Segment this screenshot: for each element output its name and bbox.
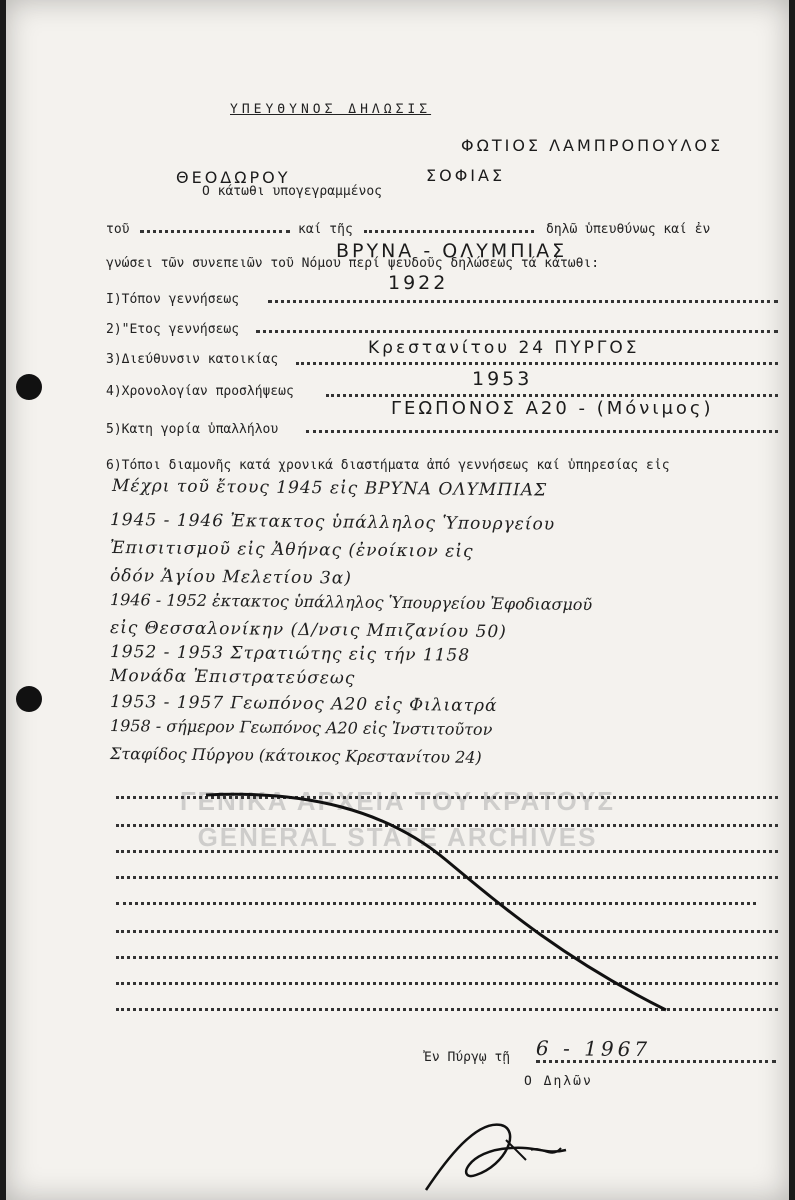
date-value: 6 - 1967 <box>535 1036 652 1062</box>
residence-line: 1953 - 1957 Γεωπόνος Α20 εἰς Φιλιατρά <box>109 692 498 717</box>
father-label: τοῦ <box>106 222 130 237</box>
undersigned-label: Ο κάτωθι υπογεγραμμένος <box>202 184 383 199</box>
place-label: Ἐν Πύργῳ τῇ <box>424 1050 511 1065</box>
signer-label: Ο Δηλῶν <box>524 1074 593 1089</box>
residence-line: 1952 - 1953 Στρατιώτης εἰς τήν 1158 <box>109 642 471 666</box>
residence-line: 1946 - 1952 ἐκτακτος ὑπάλληλος Ὑπουργείου Ἐφοδιασμοῦ <box>109 590 593 615</box>
residence-line: Ἐπισιτισμοῦ εἰς Ἀθήνας (ἐνοίκιον εἰς <box>109 538 474 562</box>
address-value: Κρεστανίτου 24 ΠΥΡΓΟΣ <box>368 338 640 358</box>
preamble-line-2: γνώσει τῶν συνεπειῶν τοῦ Νόμου περί ψευδοῦς δηλώσεως τά κάτωθι: <box>106 256 600 271</box>
residence-line: εἰς Θεσσαλονίκην (Δ/νσις Μπιζανίου 50) <box>109 618 507 643</box>
hire-year-value: 1953 <box>472 368 533 390</box>
residence-line: Μέχρι τοῦ ἔτους 1945 εἰς ΒΡΥΝΑ ΟΛΥΜΠΙΑΣ <box>111 476 548 501</box>
birthplace-label: I)Τόπον γεννήσεως <box>106 292 240 307</box>
mother-label: καί τῆς <box>298 222 353 237</box>
birth-year-value: 1922 <box>388 272 449 294</box>
father-name: ΘΕΟΔΩΡΟΥ <box>176 168 291 187</box>
declare-label: δηλῶ ὑπευθύνως καί ἐν <box>546 222 711 237</box>
residence-line: ὁδόν Ἁγίου Μελετίου 3α) <box>109 566 353 589</box>
signature-scribble <box>426 1125 566 1190</box>
cross-out-line <box>6 0 789 1200</box>
residence-line: 1945 - 1946 Ἐκτακτος ὑπάλληλος Ὑπουργείου <box>109 510 556 535</box>
declarant-name: ΦΩΤΙΟΣ ΛΑΜΠΡΟΠΟΥΛΟΣ <box>461 136 724 155</box>
birth-year-label: 2)"Ετος γεννήσεως <box>106 322 240 337</box>
residence-label: 6)Τόποι διαμονῆς κατά χρονικά διαστήματα ἀπό γεννήσεως καί ὑπηρεσίας εἰς <box>106 458 670 473</box>
document-title: ΥΠΕΥΘΥΝΟΣ ΔΗΛΩΣΙΣ <box>230 102 432 117</box>
category-label: 5)Κατη γορία ὑπαλλήλου <box>106 422 279 437</box>
category-value: ΓΕΩΠΟΝΟΣ Α20 - (Μόνιμος) <box>391 398 714 419</box>
residence-line: 1958 - σήμερον Γεωπόνος Α20 εἰς Ἰνστιτοῦτον <box>109 716 493 740</box>
archive-watermark-english: GENERAL STATE ARCHIVES <box>197 822 598 852</box>
mother-name: ΣΟΦΙΑΣ <box>426 166 506 185</box>
document-page <box>6 0 789 1200</box>
birthplace-value: ΒΡΥΝΑ - ΟΛΥΜΠΙΑΣ <box>336 240 568 262</box>
residence-line: Σταφίδος Πύργου (κάτοικος Κρεστανίτου 24) <box>109 744 482 767</box>
archive-watermark-greek: ΓΕΝΙΚΑ ΑΡΧΕΙΑ ΤΟΥ ΚΡΑΤΟΥΣ <box>180 786 615 816</box>
residence-line: Μονάδα Ἐπιστρατεύσεως <box>109 666 356 689</box>
hire-year-label: 4)Χρονολογίαν προσλήψεως <box>106 384 294 399</box>
address-label: 3)Διεύθυνσιν κατοικίας <box>106 352 279 367</box>
